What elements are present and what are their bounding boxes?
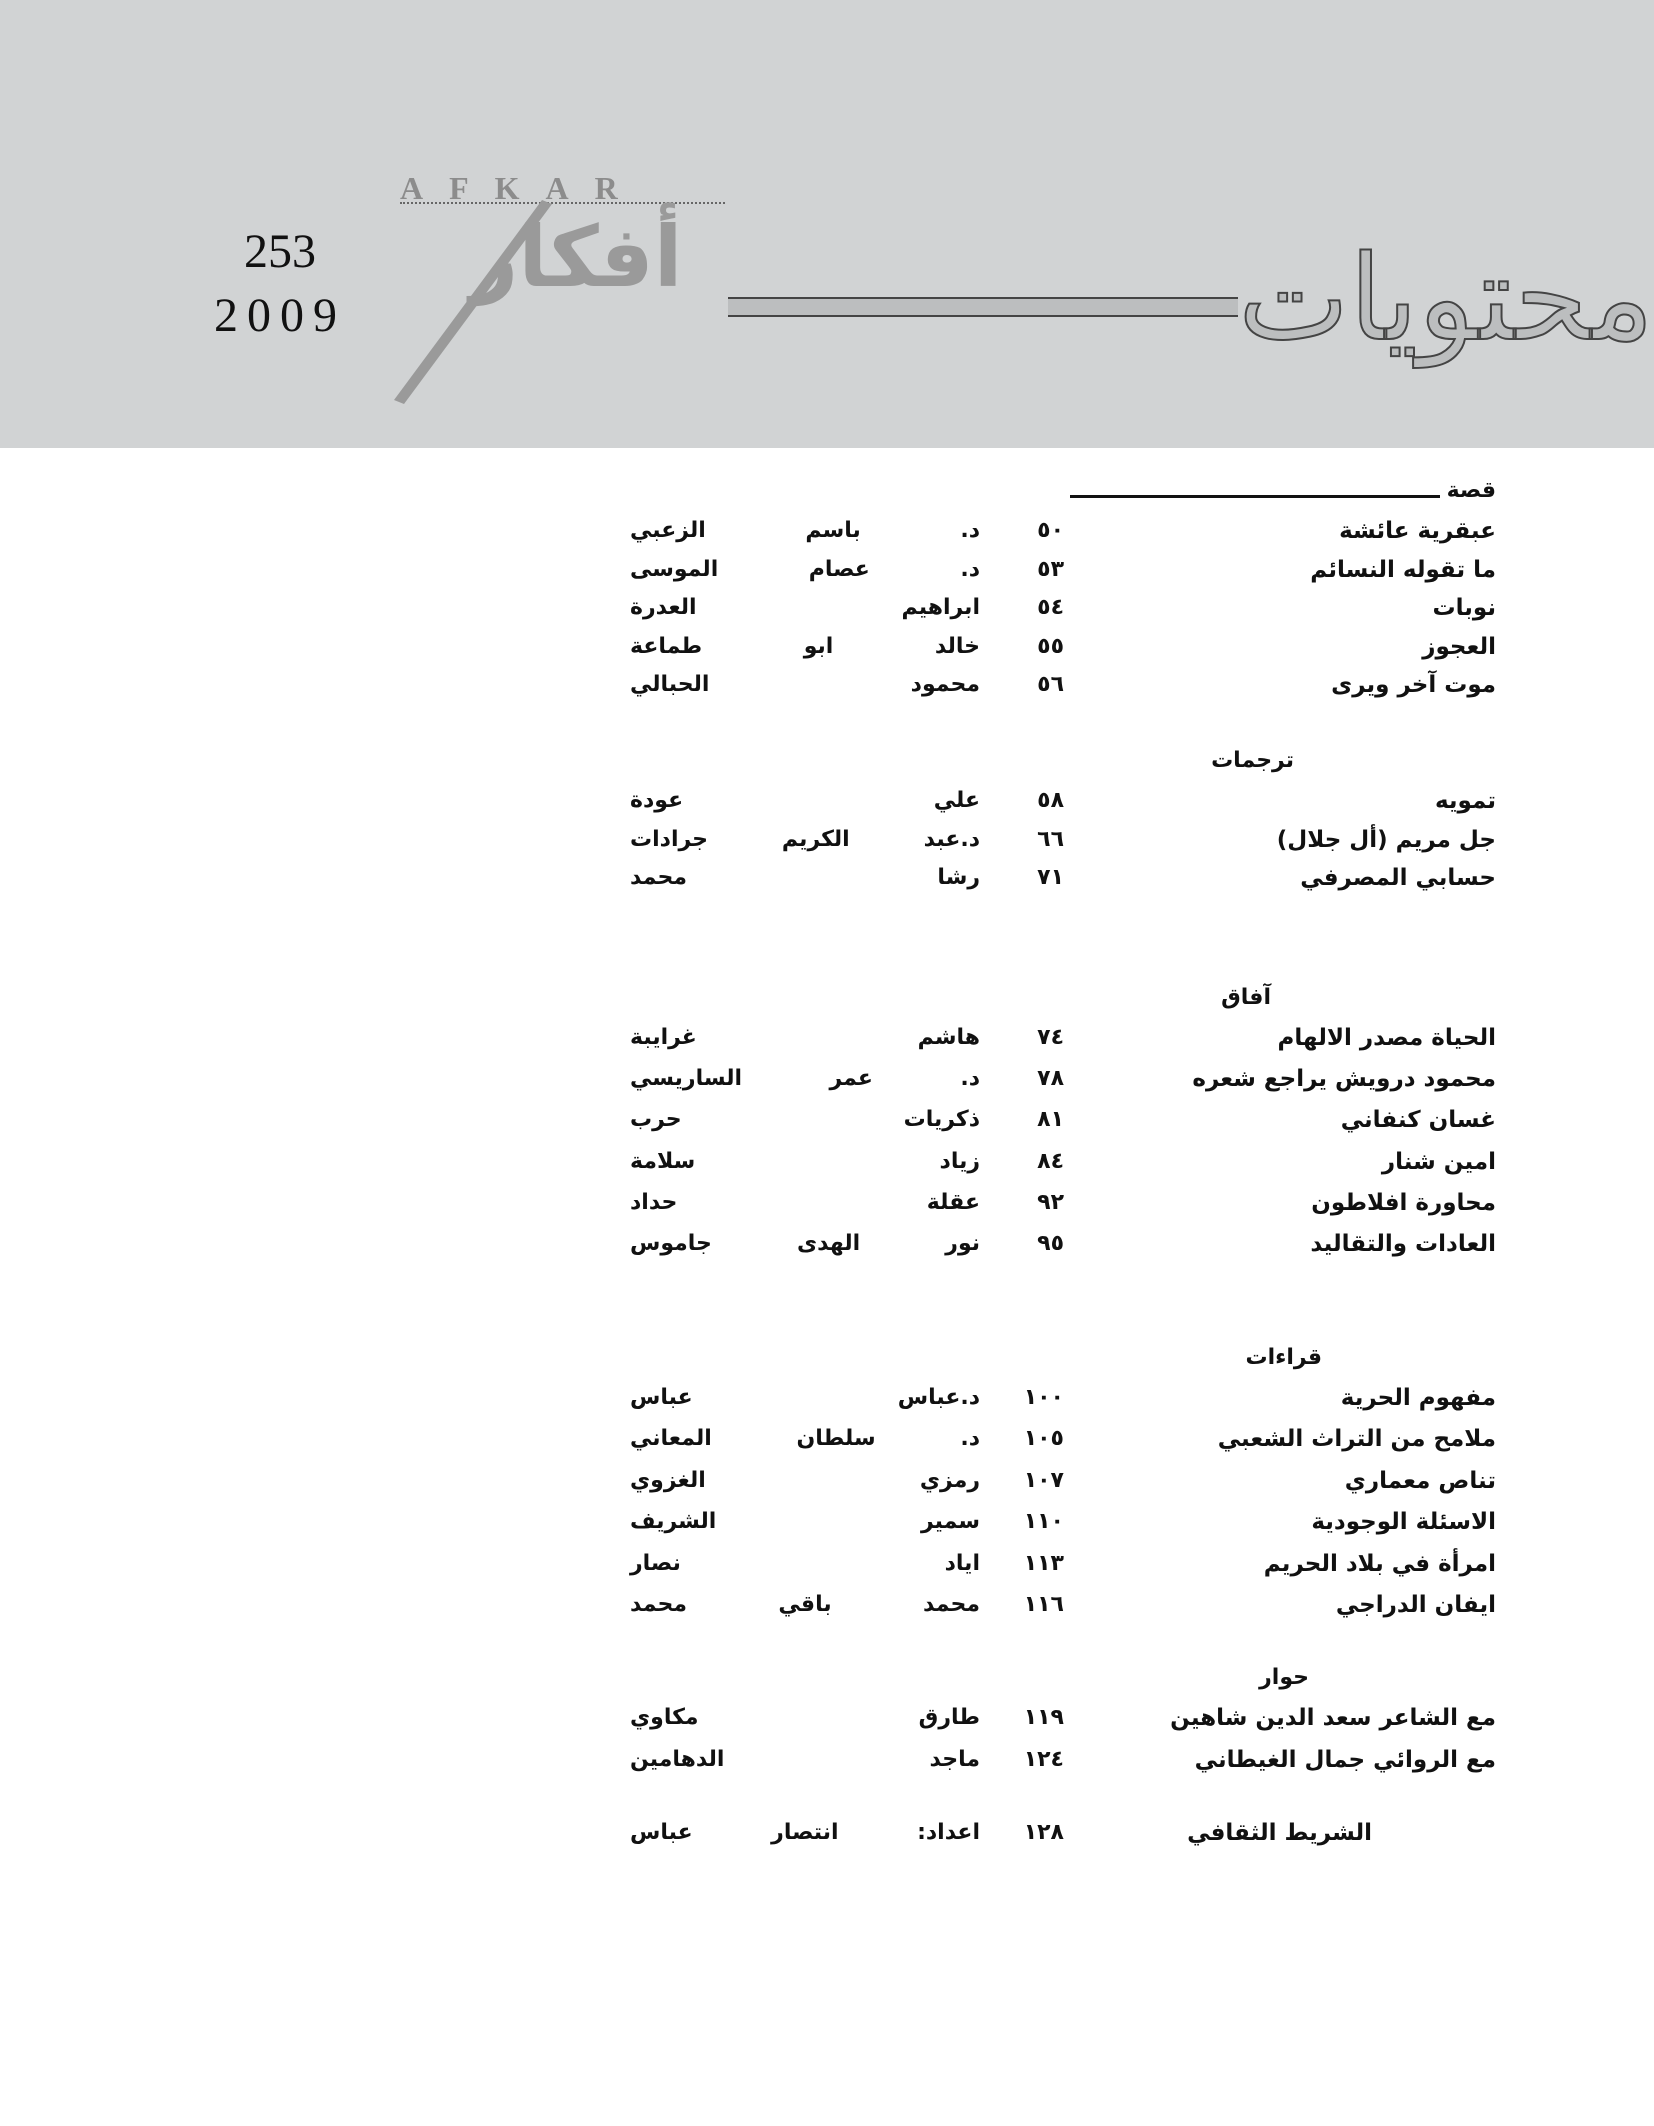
- toc-entry-page: ١١٩: [1023, 1705, 1064, 1730]
- page-title-text: محتويات: [1238, 229, 1654, 367]
- issue-year: 2009: [214, 289, 346, 342]
- toc-entry-page: ٥٤: [1037, 595, 1064, 620]
- issue-number: 253: [244, 225, 316, 278]
- toc-entry-title: عبقرية عائشة: [1339, 518, 1496, 544]
- section-heading: حوار: [1259, 1665, 1309, 1690]
- toc-entry-page: ١٠٠: [1023, 1385, 1064, 1410]
- toc-entry-author: د. عصام الموسى: [630, 556, 980, 582]
- toc-entry-author: رشا محمد: [630, 865, 980, 890]
- toc-entry-page: ١٢٤: [1023, 1746, 1064, 1772]
- section-heading: ترجمات: [1211, 748, 1294, 773]
- toc-entry-page: ١١٠: [1023, 1509, 1064, 1535]
- logo-arabic-text: أفكار: [470, 208, 683, 306]
- toc-entry-page: ٦٦: [1037, 826, 1064, 852]
- toc-entry-page: ٨١: [1037, 1107, 1064, 1133]
- closing-title: الشريط الثقافي: [1187, 1820, 1372, 1846]
- toc-entry-page: ١٠٥: [1023, 1426, 1064, 1452]
- toc-entry-author: د.عبد الكريم جرادات: [630, 826, 980, 852]
- toc-entry-title: العجوز: [1422, 633, 1496, 660]
- toc-entry-title: ملامح من التراث الشعبي: [1217, 1426, 1496, 1453]
- toc-entry-page: ٥٣: [1037, 556, 1064, 582]
- toc-entry-title: مع الشاعر سعد الدين شاهين: [1170, 1705, 1496, 1731]
- toc-entry-author: ابراهيم العدرة: [630, 595, 980, 620]
- toc-entry-title: محمود درويش يراجع شعره: [1192, 1066, 1496, 1093]
- toc-entry-author: رمزي الغزوي: [630, 1467, 980, 1493]
- closing-author: اعداد: انتصار عباس: [630, 1820, 980, 1845]
- toc-entry-title: حسابي المصرفي: [1300, 865, 1496, 891]
- toc-entry-author: محمد باقي محمد: [630, 1592, 980, 1617]
- section-heading: قراءات: [1245, 1345, 1322, 1370]
- toc-entry-page: ٩٥: [1037, 1231, 1064, 1256]
- toc-entry-page: ٧٨: [1037, 1066, 1064, 1092]
- toc-entry-author: عقلة حداد: [630, 1189, 980, 1215]
- toc-entry-title: امرأة في بلاد الحريم: [1263, 1550, 1496, 1577]
- toc-entry-page: ٥٠: [1037, 518, 1064, 543]
- toc-entry-page: ٥٨: [1037, 788, 1064, 813]
- toc-entry-page: ٧١: [1037, 865, 1064, 890]
- toc-entry-author: د. باسم الزعبي: [630, 518, 980, 543]
- toc-entry-title: غسان كنفاني: [1340, 1107, 1496, 1134]
- section-heading: آفاق: [1221, 985, 1271, 1010]
- toc-entry-author: ماجد الدهامين: [630, 1746, 980, 1772]
- toc-entry-title: الاسئلة الوجودية: [1311, 1509, 1496, 1536]
- toc-entry-title: الحياة مصدر الالهام: [1277, 1025, 1496, 1051]
- toc-entry-title: مع الروائي جمال الغيطاني: [1194, 1746, 1496, 1773]
- section-heading-rule: [1070, 495, 1440, 498]
- toc-entry-page: ٩٢: [1037, 1189, 1064, 1215]
- toc-entry-title: موت آخر ويرى: [1331, 672, 1496, 698]
- toc-entry-page: ٧٤: [1037, 1025, 1064, 1050]
- toc-entry-title: نوبات: [1432, 595, 1496, 621]
- toc-entry-author: ذكريات حرب: [630, 1107, 980, 1133]
- section-heading: قصة: [1446, 478, 1496, 503]
- toc-entry-page: ١١٣: [1023, 1550, 1064, 1576]
- toc-entry-author: د. سلطان المعاني: [630, 1426, 980, 1452]
- toc-entry-author: هاشم غرايبة: [630, 1025, 980, 1050]
- toc-entry-title: محاورة افلاطون: [1311, 1189, 1496, 1216]
- toc-entry-title: تناص معماري: [1344, 1467, 1496, 1494]
- toc-entry-title: العادات والتقاليد: [1310, 1231, 1496, 1257]
- toc-entry-author: علي عودة: [630, 788, 980, 813]
- toc-entry-page: ٥٥: [1037, 633, 1064, 659]
- toc-entry-author: د. عمر الساريسي: [630, 1066, 980, 1092]
- toc-entry-author: طارق مكاوي: [630, 1705, 980, 1730]
- toc-entry-title: مفهوم الحرية: [1340, 1385, 1496, 1411]
- closing-page: ١٢٨: [1023, 1820, 1064, 1845]
- toc-entry-page: ١٠٧: [1023, 1467, 1064, 1493]
- toc-entry-title: تمويه: [1434, 788, 1496, 814]
- toc-entry-page: ٨٤: [1037, 1148, 1064, 1174]
- toc-entry-title: ما تقوله النسائم: [1310, 556, 1496, 583]
- toc-entry-author: سمير الشريف: [630, 1509, 980, 1535]
- toc-entry-author: اياد نصار: [630, 1550, 980, 1576]
- toc-entry-page: ٥٦: [1037, 672, 1064, 697]
- logo-latin-text: AFKAR: [400, 170, 644, 206]
- toc-entry-title: جل مريم (أل جلال): [1276, 826, 1496, 853]
- toc-entry-title: ايفان الدراجي: [1335, 1592, 1496, 1618]
- toc-entry-title: امين شنار: [1381, 1148, 1496, 1175]
- toc-entry-author: زياد سلامة: [630, 1148, 980, 1174]
- toc-entry-author: خالد ابو طماعة: [630, 633, 980, 659]
- toc-entry-author: محمود الحبالي: [630, 672, 980, 697]
- toc-entry-author: نور الهدى جاموس: [630, 1231, 980, 1256]
- toc-entry-author: د.عباس عباس: [630, 1385, 980, 1410]
- toc-entry-page: ١١٦: [1023, 1592, 1064, 1617]
